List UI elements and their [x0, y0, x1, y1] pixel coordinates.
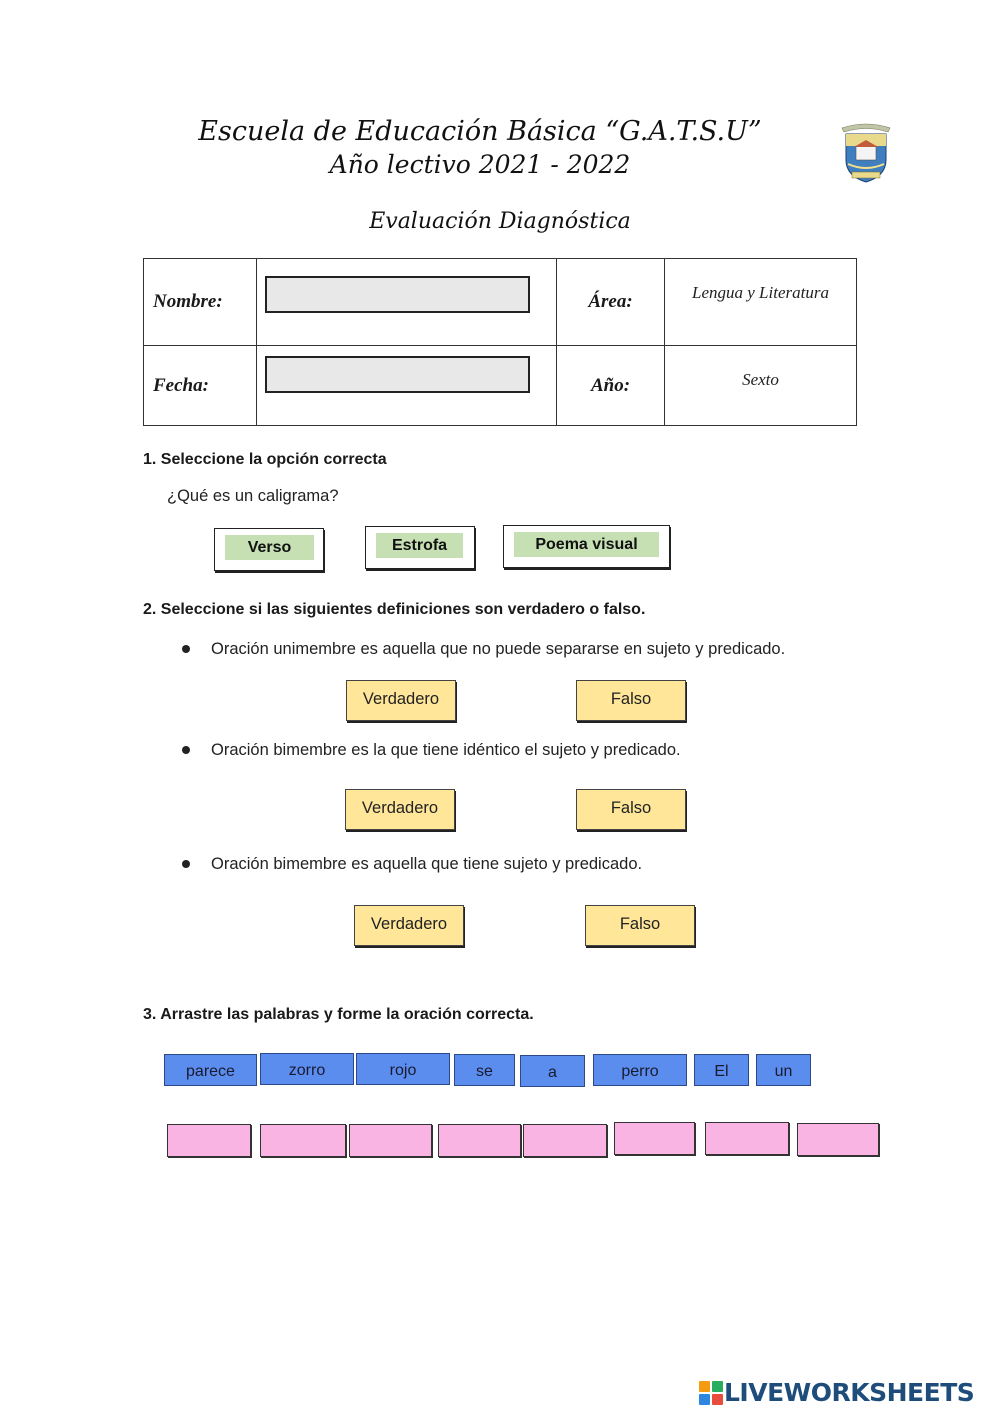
- date-input[interactable]: [265, 356, 530, 393]
- grade-label: Año:: [590, 374, 631, 396]
- school-crest-icon: [838, 120, 894, 186]
- name-input[interactable]: [265, 276, 530, 313]
- bullet-icon: [182, 645, 190, 653]
- drop-slot[interactable]: [614, 1122, 695, 1155]
- drop-slot[interactable]: [438, 1124, 521, 1157]
- false-button-2[interactable]: Falso: [576, 789, 686, 830]
- word-tile-rojo[interactable]: rojo: [356, 1053, 450, 1085]
- word-tile-perro[interactable]: perro: [593, 1054, 687, 1086]
- area-label: Área:: [588, 291, 633, 312]
- grade-value: Sexto: [742, 370, 779, 389]
- page-title: Evaluación Diagnóstica: [369, 209, 631, 234]
- false-button-3[interactable]: Falso: [585, 905, 695, 946]
- true-button-3[interactable]: Verdadero: [354, 905, 464, 946]
- q1-option-verso[interactable]: [214, 528, 324, 571]
- date-label: Fecha:: [153, 374, 209, 396]
- bullet-icon: [182, 860, 190, 868]
- false-button-1[interactable]: Falso: [576, 680, 686, 721]
- option-label: Estrofa: [376, 533, 463, 558]
- word-tile-un[interactable]: un: [756, 1054, 811, 1086]
- q1-heading: 1. Seleccione la opción correcta: [143, 451, 387, 468]
- q2-statement-1: Oración unimembre es aquella que no puede separarse en sujeto y predicado.: [211, 640, 786, 658]
- q1-option-estrofa[interactable]: [365, 526, 475, 569]
- area-value: Lengua y Literatura: [692, 283, 829, 302]
- q1-option-poema-visual[interactable]: [503, 525, 670, 568]
- drop-slot[interactable]: [260, 1124, 346, 1157]
- q2-statement-2: Oración bimembre es la que tiene idéntico el sujeto y predicado.: [211, 741, 681, 759]
- drop-slot[interactable]: [349, 1124, 432, 1157]
- school-year: Año lectivo 2021 - 2022: [329, 150, 631, 179]
- student-info-table: [143, 258, 857, 426]
- name-label: Nombre:: [153, 291, 223, 312]
- drop-slot[interactable]: [523, 1124, 607, 1157]
- word-tile-parece[interactable]: parece: [164, 1054, 257, 1086]
- q2-heading: 2. Seleccione si las siguientes definiciones son verdadero o falso.: [143, 601, 646, 618]
- word-tile-el[interactable]: El: [694, 1054, 749, 1086]
- liveworksheets-logo: [698, 1378, 974, 1408]
- true-button-1[interactable]: Verdadero: [346, 680, 456, 721]
- q3-heading: 3. Arrastre las palabras y forme la oración correcta.: [143, 1006, 534, 1023]
- option-label: Verso: [225, 535, 314, 560]
- drop-slot[interactable]: [797, 1123, 879, 1156]
- word-tile-a[interactable]: a: [520, 1055, 585, 1087]
- true-button-2[interactable]: Verdadero: [345, 789, 455, 830]
- word-tile-se[interactable]: se: [454, 1054, 515, 1086]
- drop-slot[interactable]: [167, 1124, 251, 1157]
- option-label: Poema visual: [514, 532, 659, 557]
- q1-question: ¿Qué es un caligrama?: [167, 487, 339, 505]
- word-tile-zorro[interactable]: zorro: [260, 1053, 354, 1085]
- school-title: Escuela de Educación Básica “G.A.T.S.U”: [198, 116, 762, 147]
- drop-slot[interactable]: [705, 1122, 789, 1155]
- logo-text: LIVEWORKSHEETS: [724, 1378, 975, 1407]
- bullet-icon: [182, 746, 190, 754]
- liveworksheets-mark-icon: [698, 1380, 724, 1406]
- q2-statement-3: Oración bimembre es aquella que tiene sujeto y predicado.: [211, 855, 643, 873]
